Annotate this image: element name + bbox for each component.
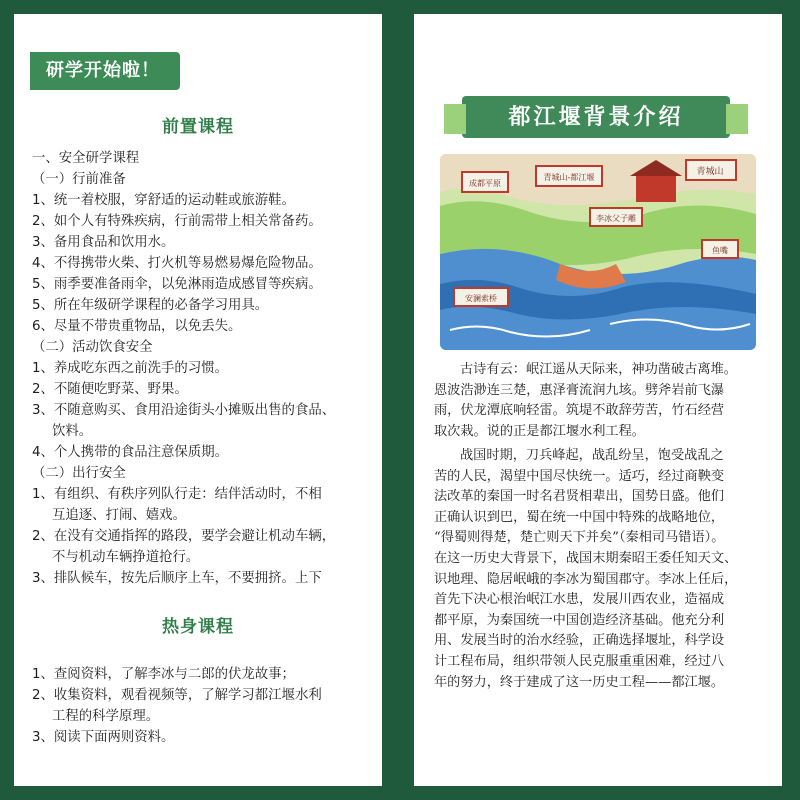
text-line: “得蜀则得楚，楚亡则天下并矣”（秦相司马错语）。 xyxy=(434,530,725,546)
intro-paragraph-2 xyxy=(434,446,772,693)
text-line: 1、统一着校服，穿舒适的运动鞋或旅游鞋。 xyxy=(32,193,295,208)
map-label: 安澜索桥 xyxy=(465,294,497,303)
text-line: 一、安全研学课程 xyxy=(32,151,140,166)
map-label: 成都平原 xyxy=(469,179,501,188)
text-line: 不与机动车辆挣道抢行。 xyxy=(52,550,200,565)
text-line: 苦的人民，渴望中国尽快统一。适巧，经过商鞅变 xyxy=(434,468,725,484)
right-page xyxy=(414,14,782,786)
text-line: 4、不得携带火柴、打火机等易燃易爆危险物品。 xyxy=(32,256,322,271)
warmup-list xyxy=(32,664,378,748)
section-title-warmup: 热身课程 xyxy=(162,617,234,637)
text-line: 2、在没有交通指挥的路段，要学会避让机动车辆， xyxy=(32,529,336,544)
text-line: 5、雨季要准备雨伞，以免淋雨造成感冒等疾病。 xyxy=(32,277,322,292)
intro-paragraph-1 xyxy=(434,360,772,442)
text-line: 取次栽。说的正是都江堰水利工程。 xyxy=(434,423,645,439)
text-line: 3、排队候车，按先后顺序上车，不要拥挤。上下 xyxy=(32,571,322,586)
text-line: 5、所在年级研学课程的必备学习用具。 xyxy=(32,298,269,313)
text-line: 1、查阅资料，了解李冰与二郎的伏龙故事； xyxy=(32,667,295,682)
text-line: 互追逐、打闹、嬉戏。 xyxy=(52,508,186,523)
text-line: 2、不随便吃野菜、野果。 xyxy=(32,382,188,397)
text-line: 2、如个人有特殊疾病，行前需带上相关常备药。 xyxy=(32,214,322,229)
dujiangyan-illustrated-map xyxy=(440,154,756,350)
text-line: （二）出行安全 xyxy=(32,466,126,481)
text-line: （二）活动饮食安全 xyxy=(32,340,153,355)
start-badge: 研学开始啦！ xyxy=(30,52,180,90)
map-label: 青城山 xyxy=(696,167,724,177)
background-title-banner xyxy=(462,96,730,138)
text-line: 3、阅读下面两则资料。 xyxy=(32,730,175,745)
ribbon-left-decoration xyxy=(444,104,466,134)
text-line: 正确认识到巴，蜀在统一中国中特殊的战略地位， xyxy=(434,509,725,525)
text-line: 1、养成吃东西之前洗手的习惯。 xyxy=(32,361,228,376)
text-line: 3、不随意购买、食用沿途街头小摊贩出售的食品、 xyxy=(32,403,336,418)
text-line: 饮料。 xyxy=(52,424,93,439)
text-line: 首先下决心根治岷江水患，发展川西农业，造福成 xyxy=(434,592,725,608)
text-line: 恩波浩渺连三楚，惠泽膏流润九垓。劈斧岩前飞瀑 xyxy=(434,382,725,398)
text-line: 2、收集资料，观看视频等，了解学习都江堰水利 xyxy=(32,688,322,703)
map-label: 鱼嘴 xyxy=(712,246,728,255)
pre-course-list xyxy=(32,148,378,589)
text-line: 在这一历史大背景下，战国末期秦昭王委任知天文、 xyxy=(434,550,738,566)
text-line: 4、个人携带的食品注意保质期。 xyxy=(32,445,228,460)
text-line: 雨，伏龙潭底响轻雷。筑堤不敢辞劳苦，竹石经营 xyxy=(434,403,725,419)
ribbon-right-decoration xyxy=(726,104,748,134)
text-line: 6、尽量不带贵重物品，以免丢失。 xyxy=(32,319,242,334)
text-line: 年的努力，终于建成了这一历史工程——都江堰。 xyxy=(434,674,725,690)
text-line: 用、发展当时的治水经验，正确选择堰址，科学设 xyxy=(434,633,725,649)
text-line: 法改革的秦国一时名君贤相辈出，国势日盛。他们 xyxy=(434,489,725,505)
text-line: 都平原，为秦国统一中国创造经济基础。他充分利 xyxy=(434,612,725,628)
text-line: 计工程布局，组织带领人民克服重重困难，经过八 xyxy=(434,653,725,669)
map-illustration xyxy=(440,154,756,350)
text-line: 古诗有云：岷江遥从天际来，神功凿破古离堆。 xyxy=(460,362,737,377)
background-title: 都江堰背景介绍 xyxy=(508,104,684,130)
text-line: 3、备用食品和饮用水。 xyxy=(32,235,175,250)
text-line: 工程的科学原理。 xyxy=(52,709,160,724)
text-line: （一）行前准备 xyxy=(32,172,126,187)
map-label: 李冰父子雕 xyxy=(596,214,636,223)
text-line: 识地理、隐居岷峨的李冰为蜀国郡守。李冰上任后， xyxy=(434,571,738,587)
text-line: 1、有组织、有秩序列队行走：结伴活动时，不相 xyxy=(32,487,322,502)
text-line: 战国时期，刀兵峰起，战乱纷呈，饱受战乱之 xyxy=(460,448,724,463)
map-label: 青城山-都江堰 xyxy=(543,173,595,182)
left-page xyxy=(14,14,382,786)
section-title-pre-course: 前置课程 xyxy=(162,117,234,137)
